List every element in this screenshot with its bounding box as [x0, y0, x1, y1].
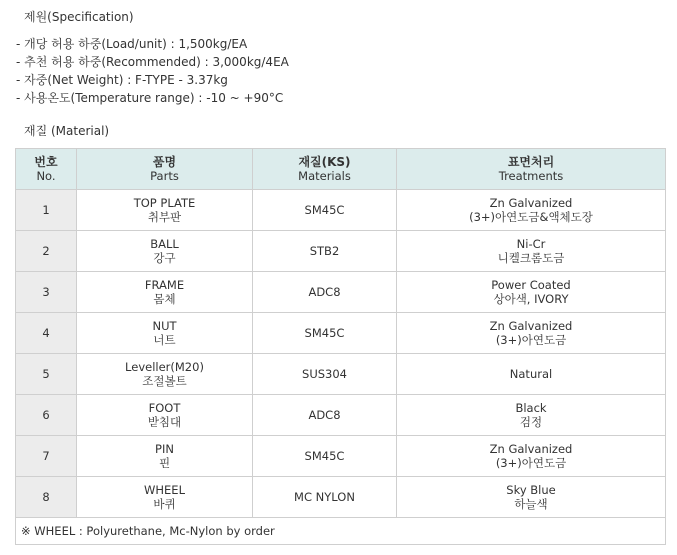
header-treatments: 표면처리 Treatments — [397, 149, 666, 190]
table-row — [16, 190, 666, 231]
table-row — [16, 313, 666, 354]
row-no: 6 — [16, 395, 77, 436]
table-row — [16, 354, 666, 395]
row-material: ADC8 — [253, 272, 397, 313]
row-no: 2 — [16, 231, 77, 272]
table-row — [16, 395, 666, 436]
material-title: 재질 (Material) — [24, 124, 110, 138]
row-treatment: Black 검정 — [397, 395, 666, 436]
row-part: PIN 핀 — [77, 436, 253, 477]
row-material: SM45C — [253, 313, 397, 354]
spec-recommended-load: - 추천 허용 하중(Recommended) : 3,000kg/4EA — [16, 55, 289, 69]
table-row — [16, 272, 666, 313]
row-treatment: Zn Galvanized (3+)아연도금&액체도장 — [397, 190, 666, 231]
row-no: 4 — [16, 313, 77, 354]
row-part: TOP PLATE 취부판 — [77, 190, 253, 231]
table-row — [16, 477, 666, 518]
row-part: NUT 너트 — [77, 313, 253, 354]
row-material: STB2 — [253, 231, 397, 272]
specification-list — [16, 35, 289, 107]
footnote-row — [16, 518, 666, 545]
table-row — [16, 436, 666, 477]
spec-net-weight: - 자중(Net Weight) : F-TYPE - 3.37kg — [16, 73, 228, 87]
row-part: FOOT 받침대 — [77, 395, 253, 436]
row-no: 8 — [16, 477, 77, 518]
row-no: 7 — [16, 436, 77, 477]
row-material: SM45C — [253, 190, 397, 231]
row-treatment: Power Coated 상아색, IVORY — [397, 272, 666, 313]
row-treatment: Ni-Cr 니켈크롬도금 — [397, 231, 666, 272]
specification-title: 제원(Specification) — [24, 10, 134, 24]
material-table — [15, 148, 666, 545]
row-material: SUS304 — [253, 354, 397, 395]
row-no: 5 — [16, 354, 77, 395]
header-materials: 재질(KS) Materials — [253, 149, 397, 190]
row-part: Leveller(M20) 조절볼트 — [77, 354, 253, 395]
material-table-header — [16, 149, 666, 190]
row-treatment: Zn Galvanized (3+)아연도금 — [397, 313, 666, 354]
row-material: SM45C — [253, 436, 397, 477]
row-treatment: Sky Blue 하늘색 — [397, 477, 666, 518]
row-treatment: Zn Galvanized (3+)아연도금 — [397, 436, 666, 477]
row-material: ADC8 — [253, 395, 397, 436]
spec-temperature-range: - 사용온도(Temperature range) : -10 ~ +90°C — [16, 91, 284, 105]
row-no: 3 — [16, 272, 77, 313]
row-part: WHEEL 바퀴 — [77, 477, 253, 518]
row-part: BALL 강구 — [77, 231, 253, 272]
row-part: FRAME 몸체 — [77, 272, 253, 313]
footnote: ※ WHEEL : Polyurethane, Mc-Nylon by order — [16, 518, 666, 545]
row-no: 1 — [16, 190, 77, 231]
table-row — [16, 231, 666, 272]
row-treatment: Natural — [397, 354, 666, 395]
spec-load-per-unit: - 개당 허용 하중(Load/unit) : 1,500kg/EA — [16, 37, 248, 51]
row-material: MC NYLON — [253, 477, 397, 518]
header-no: 번호 No. — [16, 149, 77, 190]
header-parts: 품명 Parts — [77, 149, 253, 190]
